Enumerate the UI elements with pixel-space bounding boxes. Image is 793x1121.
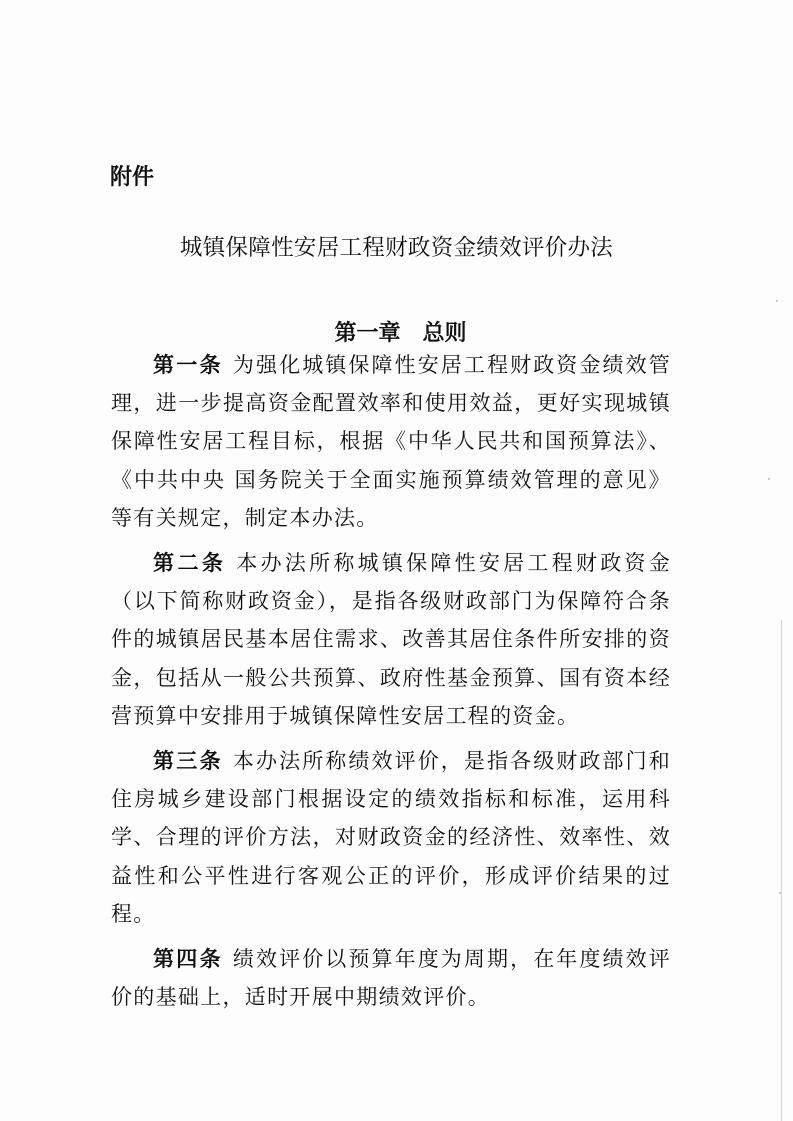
article-number: 第二条 xyxy=(153,551,227,576)
scan-speck xyxy=(768,478,770,480)
document-body xyxy=(111,346,671,1023)
article-4 xyxy=(111,940,671,1016)
article-number: 第三条 xyxy=(153,749,223,774)
chapter-number: 第一章 xyxy=(334,321,401,346)
attachment-label: 附件 xyxy=(110,165,155,190)
scan-speck xyxy=(779,892,781,894)
article-number: 第四条 xyxy=(153,947,223,972)
document-title: 城镇保障性安居工程财政资金绩效评价办法 xyxy=(179,235,614,261)
article-text: 绩效评价以预算年度为周期，在年度绩效评价的基础上，适时开展中期绩效评价。 xyxy=(111,947,672,1010)
article-number: 第一条 xyxy=(153,353,223,377)
chapter-title: 总则 xyxy=(422,321,467,346)
article-3 xyxy=(111,742,671,933)
article-1 xyxy=(111,346,671,537)
article-text: 本办法所称绩效评价，是指各级财政部门和住房城乡建设部门根据设定的绩效指标和标准，运用科学、合理的评价方法，对财政资金的经济性、效率性、效益性和公平性进行客观公正的评价，形成评价结果的过程。 xyxy=(111,749,672,926)
article-text: 为强化城镇保障性安居工程财政资金绩效管理，进一步提高资金配置效率和使用效益，更好实现城镇保障性安居工程目标，根据《中华人民共和国预算法》、《中共中央 国务院关于全面实施预算绩效管理的意见》等有关规定，制定本办法。 xyxy=(111,353,672,530)
article-text: 本办法所称城镇保障性安居工程财政资金（以下简称财政资金），是指各级财政部门为保障符合条件的城镇居民基本居住需求、改善其居住条件所安排的资金，包括从一般公共预算、政府性基金预算、国有资本经营预算中安排用于城镇保障性安居工程的资金。 xyxy=(111,551,672,728)
scan-edge-line xyxy=(781,620,782,1121)
article-2 xyxy=(111,544,671,735)
chapter-heading xyxy=(0,316,793,347)
scan-speck xyxy=(776,300,778,302)
